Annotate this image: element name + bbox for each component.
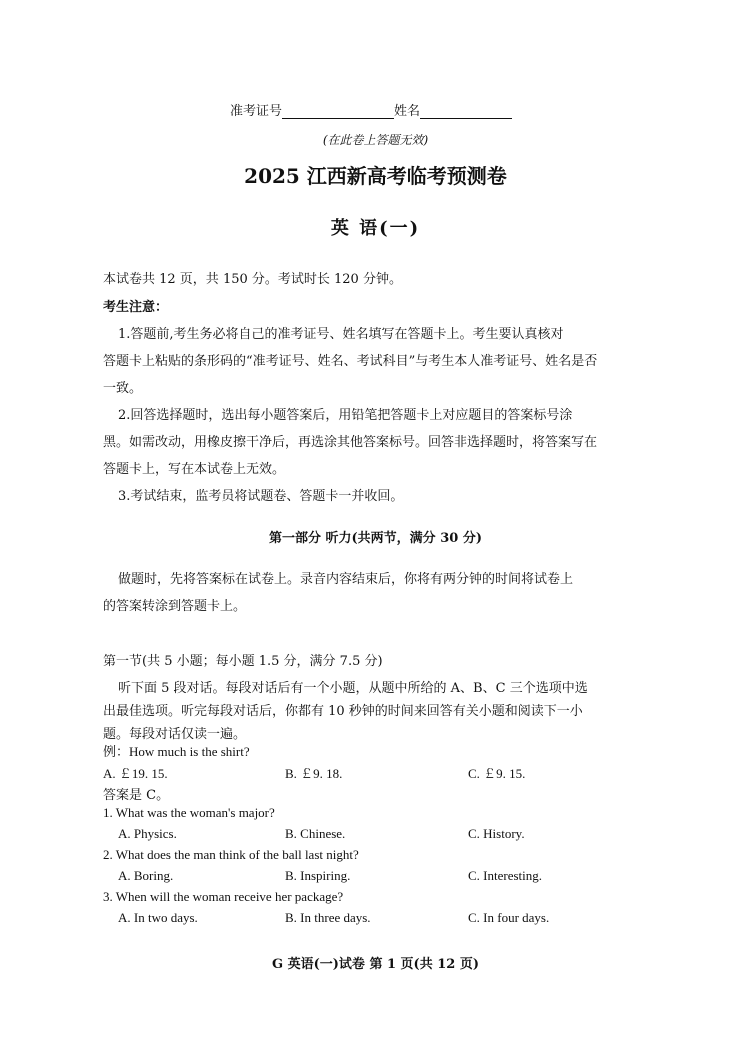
rule-2-line-1: 2.回答选择题时，选出每小题答案后，用铅笔把答题卡上对应题目的答案标号涂 bbox=[118, 408, 573, 423]
candidate-info-row bbox=[230, 100, 512, 119]
rule-1-line-2: 答题卡上粘贴的条形码的“准考证号、姓名、考试科目”与考生本人准考证号、姓名是否 bbox=[103, 354, 598, 369]
rule-2-line-2: 黑。如需改动，用橡皮擦干净后，再选涂其他答案标号。回答非选择题时，将答案写在 bbox=[103, 435, 598, 450]
question-3-option-b: B. In three days. bbox=[285, 910, 371, 925]
rule-1-line-1: 1.答题前,考生务必将自己的准考证号、姓名填写在答题卡上。考生要认真核对 bbox=[118, 327, 564, 342]
exam-id-blank bbox=[282, 104, 394, 119]
page-footer: G 英语(一)试卷 第 1 页(共 12 页) bbox=[272, 957, 479, 972]
question-1-option-a: A. Physics. bbox=[118, 826, 177, 841]
example-answer: 答案是 C。 bbox=[103, 788, 170, 803]
part-1-instruction-line-1: 做题时，先将答案标在试卷上。录音内容结束后，你将有两分钟的时间将试卷上 bbox=[118, 572, 574, 587]
question-2-option-a: A. Boring. bbox=[118, 868, 174, 883]
rule-3: 3.考试结束，监考员将试题卷、答题卡一并收回。 bbox=[118, 489, 404, 504]
question-3: 3. When will the woman receive her package? bbox=[103, 889, 344, 904]
question-2-option-c: C. Interesting. bbox=[468, 868, 543, 883]
name-label: 姓名 bbox=[394, 104, 421, 119]
question-2-option-b: B. Inspiring. bbox=[285, 868, 351, 883]
rule-2-line-3: 答题卡上，写在本试卷上无效。 bbox=[103, 462, 286, 477]
example-option-b: B. ￡9. 18. bbox=[285, 766, 343, 781]
invalid-note: (在此卷上答题无效) bbox=[322, 133, 429, 147]
exam-id-label: 准考证号 bbox=[230, 104, 283, 119]
part-1-instruction-line-2: 的答案转涂到答题卡上。 bbox=[103, 599, 247, 614]
question-1: 1. What was the woman's major? bbox=[103, 805, 275, 820]
section-1-instruction-line-1: 听下面 5 段对话。每段对话后有一个小题，从题中所给的 A、B、C 三个选项中选 bbox=[118, 681, 588, 696]
example-question: 例：How much is the shirt? bbox=[103, 744, 250, 759]
subject-title: 英 语(一) bbox=[330, 218, 421, 239]
name-blank bbox=[420, 104, 512, 119]
example-option-a: A. ￡19. 15. bbox=[103, 766, 168, 781]
part-1-heading: 第一部分 听力(共两节，满分 30 分) bbox=[269, 531, 482, 546]
section-1-instruction-line-3: 题。每段对话仅读一遍。 bbox=[103, 727, 247, 742]
exam-title: 2025 江西新高考临考预测卷 bbox=[244, 164, 507, 188]
question-1-option-c: C. History. bbox=[468, 826, 525, 841]
question-1-option-b: B. Chinese. bbox=[285, 826, 346, 841]
example-option-c: C. ￡9. 15. bbox=[468, 766, 526, 781]
question-3-option-c: C. In four days. bbox=[468, 910, 550, 925]
section-1-instruction-line-2: 出最佳选项。听完每段对话后，你都有 10 秒钟的时间来回答有关小题和阅读下一小 bbox=[103, 704, 583, 719]
question-2: 2. What does the man think of the ball last night? bbox=[103, 847, 359, 862]
exam-info: 本试卷共 12 页，共 150 分。考试时长 120 分钟。 bbox=[103, 272, 402, 287]
rule-1-line-3: 一致。 bbox=[103, 381, 143, 396]
section-1-heading: 第一节(共 5 小题；每小题 1.5 分，满分 7.5 分) bbox=[103, 654, 383, 669]
question-3-option-a: A. In two days. bbox=[118, 910, 198, 925]
notice-heading: 考生注意： bbox=[103, 300, 169, 315]
